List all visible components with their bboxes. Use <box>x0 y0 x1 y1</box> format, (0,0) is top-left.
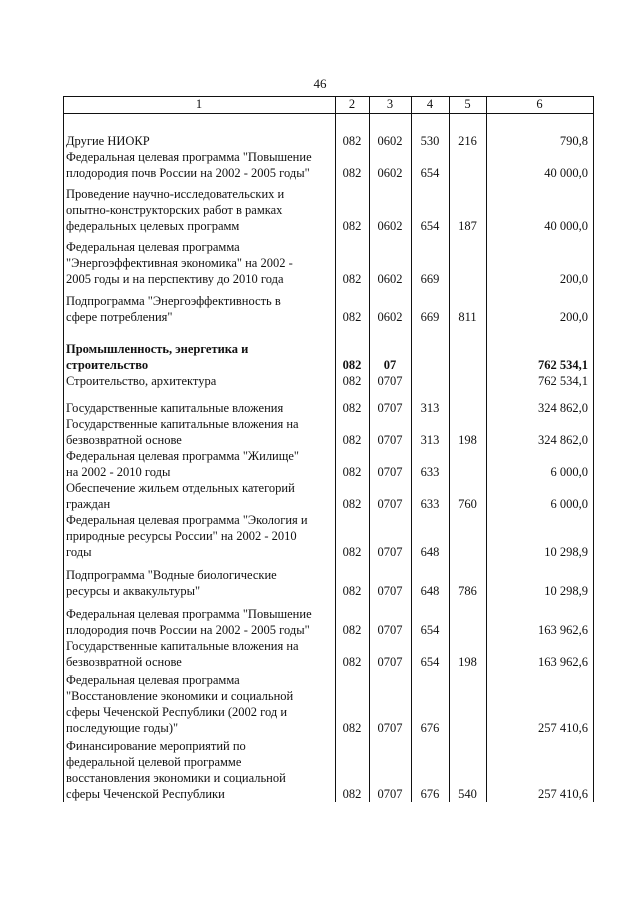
row-code-3: 0707 <box>377 655 403 669</box>
row-code-2: 082 <box>342 655 362 669</box>
table-row <box>63 606 593 638</box>
table-row <box>63 672 593 736</box>
row-amount: 40 000,0 <box>544 166 588 180</box>
row-code-2: 082 <box>342 584 362 598</box>
row-amount: 10 298,9 <box>544 545 588 559</box>
column-header: 4 <box>426 97 434 111</box>
table-row <box>63 416 593 448</box>
row-code-3: 0707 <box>377 787 403 801</box>
table-row <box>63 293 593 325</box>
row-code-5: 198 <box>458 433 477 447</box>
row-code-3: 0602 <box>377 134 403 148</box>
row-code-4: 676 <box>420 721 440 735</box>
table-row <box>63 738 593 802</box>
row-code-3: 0707 <box>377 623 403 637</box>
row-code-4: 633 <box>420 497 440 511</box>
row-code-3: 07 <box>383 358 397 372</box>
row-code-2: 082 <box>342 721 362 735</box>
row-amount: 163 962,6 <box>538 623 588 637</box>
row-code-3: 0602 <box>377 310 403 324</box>
row-code-5: 811 <box>458 310 477 324</box>
budget-table <box>63 96 593 802</box>
row-amount: 10 298,9 <box>544 584 588 598</box>
row-code-4: 676 <box>420 787 440 801</box>
row-name: Государственные капитальные вложения на безвозвратной основе <box>66 639 299 669</box>
row-name: Промышленность, энергетика и строительство <box>66 342 249 372</box>
table-row <box>63 133 593 149</box>
row-code-4: 313 <box>420 401 440 415</box>
row-amount: 163 962,6 <box>538 655 588 669</box>
row-code-3: 0707 <box>377 584 403 598</box>
row-code-2: 082 <box>342 166 362 180</box>
row-name: Федеральная целевая программа "Восстановление экономики и социальной сферы Чеченской Республики (2002 год и последующие годы)" <box>66 673 294 735</box>
row-name: Другие НИОКР <box>66 134 150 148</box>
row-amount: 6 000,0 <box>550 497 588 511</box>
row-code-2: 082 <box>342 134 362 148</box>
column-header: 6 <box>536 97 543 111</box>
row-name: Подпрограмма "Энергоэффективность в сфере потребления" <box>66 294 281 324</box>
page-number: 46 <box>313 76 327 91</box>
row-code-4: 654 <box>420 219 440 233</box>
table-row <box>63 373 593 389</box>
table-row <box>63 480 593 512</box>
row-code-4: 654 <box>420 623 440 637</box>
row-name: Государственные капитальные вложения <box>66 401 284 415</box>
row-code-2: 082 <box>342 401 362 415</box>
row-amount: 6 000,0 <box>550 465 588 479</box>
row-code-2: 082 <box>342 374 362 388</box>
row-amount: 324 862,0 <box>538 401 588 415</box>
table-row <box>63 239 593 287</box>
row-name: Федеральная целевая программа "Экология и природные ресурсы России" на 2002 - 2010 годы <box>66 513 308 559</box>
row-code-4: 669 <box>420 272 440 286</box>
row-name: Федеральная целевая программа "Повышение плодородия почв России на 2002 - 2005 годы" <box>66 150 312 180</box>
row-code-3: 0707 <box>377 465 403 479</box>
row-name: Федеральная целевая программа "Повышение плодородия почв России на 2002 - 2005 годы" <box>66 607 312 637</box>
row-code-2: 082 <box>342 545 362 559</box>
row-code-3: 0602 <box>377 272 403 286</box>
row-code-2: 082 <box>342 497 362 511</box>
row-code-5: 786 <box>458 584 477 598</box>
row-name: Проведение научно-исследовательских и опытно-конструкторских работ в рамках федеральных целевых программ <box>66 187 285 233</box>
row-code-4: 648 <box>420 584 440 598</box>
row-code-4: 669 <box>420 310 440 324</box>
column-header: 1 <box>195 97 203 111</box>
row-code-3: 0707 <box>377 433 403 447</box>
table-row <box>63 512 593 560</box>
row-code-3: 0707 <box>377 497 403 511</box>
row-amount: 257 410,6 <box>538 787 588 801</box>
row-amount: 324 862,0 <box>538 433 588 447</box>
row-code-3: 0602 <box>377 166 403 180</box>
row-amount: 762 534,1 <box>538 374 588 388</box>
row-code-2: 082 <box>342 623 362 637</box>
row-name: Строительство, архитектура <box>66 374 217 388</box>
row-code-4: 633 <box>420 465 440 479</box>
header-bottom-border <box>63 113 593 114</box>
row-code-5: 216 <box>458 134 477 148</box>
table-header-row <box>63 96 593 113</box>
row-code-4: 654 <box>420 655 440 669</box>
row-code-4: 530 <box>420 134 440 148</box>
column-header: 2 <box>348 97 356 111</box>
row-amount: 762 534,1 <box>538 358 588 372</box>
row-code-4: 648 <box>420 545 440 559</box>
row-code-2: 082 <box>342 219 362 233</box>
row-name: Федеральная целевая программа "Энергоэффективная экономика" на 2002 - 2005 годы и на перспективу до 2010 года <box>66 240 293 286</box>
row-code-2: 082 <box>342 465 362 479</box>
row-amount: 200,0 <box>559 310 588 324</box>
table-row <box>63 400 593 416</box>
row-code-5: 198 <box>458 655 477 669</box>
row-code-3: 0602 <box>377 219 403 233</box>
row-code-2: 082 <box>342 310 362 324</box>
row-name: Государственные капитальные вложения на безвозвратной основе <box>66 417 299 447</box>
column-header: 3 <box>386 97 394 111</box>
row-code-5: 760 <box>458 497 477 511</box>
row-amount: 40 000,0 <box>544 219 588 233</box>
table-row <box>63 448 593 480</box>
row-name: Обеспечение жильем отдельных категорий граждан <box>66 481 295 511</box>
row-amount: 200,0 <box>559 272 588 286</box>
row-amount: 790,8 <box>559 134 588 148</box>
table-row <box>63 567 593 599</box>
row-code-3: 0707 <box>377 545 403 559</box>
row-code-2: 082 <box>342 787 362 801</box>
row-code-3: 0707 <box>377 721 403 735</box>
row-code-3: 0707 <box>377 374 403 388</box>
table-row <box>63 149 593 181</box>
table-right-border <box>593 96 594 802</box>
row-name: Федеральная целевая программа "Жилище" на 2002 - 2010 годы <box>66 449 300 479</box>
row-amount: 257 410,6 <box>538 721 588 735</box>
row-code-4: 654 <box>420 166 440 180</box>
row-code-2: 082 <box>342 433 362 447</box>
row-code-5: 187 <box>458 219 477 233</box>
column-header: 5 <box>464 97 471 111</box>
row-code-4: 313 <box>420 433 440 447</box>
row-code-2: 082 <box>342 272 362 286</box>
row-code-2: 082 <box>342 358 362 372</box>
row-name: Финансирование мероприятий по федеральной целевой программе восстановления экономики и социальной сферы Чеченской Республики <box>66 739 286 801</box>
table-row-section <box>63 341 593 373</box>
table-row <box>63 186 593 234</box>
table-row <box>63 638 593 670</box>
row-code-5: 540 <box>458 787 477 801</box>
row-name: Подпрограмма "Водные биологические ресурсы и аквакультуры" <box>66 568 277 598</box>
row-code-3: 0707 <box>377 401 403 415</box>
